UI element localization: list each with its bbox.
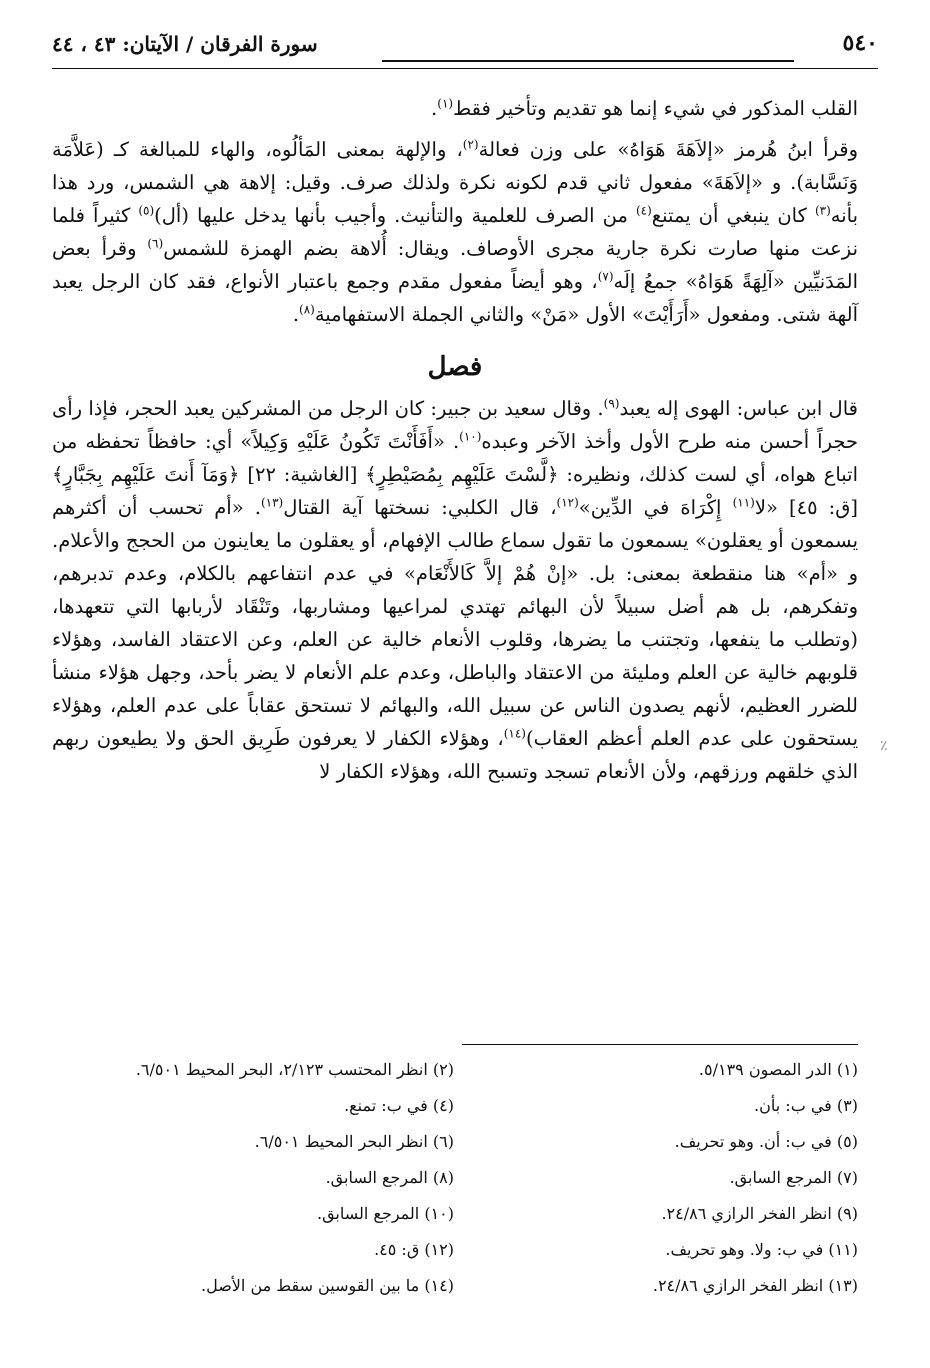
footnote: (١٤) ما بين القوسين سقط من الأصل. xyxy=(201,1276,454,1295)
footnote: (٣) في ب: بأن. xyxy=(754,1096,858,1115)
main-text xyxy=(52,92,858,788)
footnote-separator xyxy=(462,1044,858,1045)
footnotes xyxy=(110,1052,858,1304)
footnote-ref: (٦) xyxy=(147,236,164,251)
footnote-ref: (٥) xyxy=(138,203,155,218)
footnote-ref: (٨) xyxy=(299,302,315,317)
footnote: (١٣) انظر الفخر الرازي ٢٤/٨٦. xyxy=(652,1276,858,1295)
footnote-ref: (١٠) xyxy=(459,429,482,444)
running-title: سورة الفرقان / الآيتان: ٤٣ ، ٤٤ xyxy=(52,32,318,56)
header-underline xyxy=(52,68,878,69)
margin-mark: ٪ xyxy=(880,738,888,754)
footnote-ref: (١٤) xyxy=(503,726,526,741)
footnote: (٩) انظر الفخر الرازي ٢٤/٨٦. xyxy=(661,1204,858,1223)
page-number: ٥٤٠ xyxy=(842,30,878,56)
footnote-ref: (١٣) xyxy=(260,495,284,510)
footnote: (٦) انظر البحر المحيط ٦/٥٠١. xyxy=(254,1132,454,1151)
footnote: (١٢) ق: ٤٥. xyxy=(374,1240,454,1259)
footnote: (٧) المرجع السابق. xyxy=(729,1168,858,1187)
section-heading: فصل xyxy=(427,352,483,382)
footnote: (٢) انظر المحتسب ٢/١٢٣، البحر المحيط ٦/٥٠١. xyxy=(135,1060,454,1079)
footnote: (٥) في ب: أن. وهو تحريف. xyxy=(674,1132,858,1151)
footnote: (٤) في ب: تمنع. xyxy=(344,1096,454,1115)
footnote: (٨) المرجع السابق. xyxy=(325,1168,454,1187)
footnote: (١) الدر المصون ٥/١٣٩. xyxy=(698,1060,858,1079)
footnote-ref: (١) xyxy=(437,96,454,111)
footnote-ref: (٧) xyxy=(597,269,614,284)
paragraph: قال ابن عباس: الهوى إله يعبد$^{(٩)}$. وقال سعيد بن جبير: كان الرجل من المشركين يعبد الحجر، فإذا رأى حجراً أحسن منه طرح الأول وأخذ الآخر وعبده$^{(١٠)}$. «أَفَأَنْتَ تَكُونُ عَلَيْهِ وَكِيلاً» أي: حافظاً تحفظه من اتباع هواه، أي لست كذلك، ونظيره: ﴿لَّسْتَ عَلَيْهِم بِمُصَيْطِرٍ﴾ [الغاشية: ٢٢] ﴿وَمَآ أَنتَ عَلَيْهِم بِجَبَّارٍ﴾ [ق: ٤٥] «لا$^{(١١)}$ إِكْرَاهَ في الدِّين»$^{(١٢)}$، قال الكلبي: نسختها آية القتال$^{(١٣)}$. «أم تحسب أن أكثرهم يسمعون أو يعقلون» يسمعون ما تقول سماع طالب الإفهام، أو يعقلون ما يعاينون من الحجج والأعلام. و «أم» هنا منقطعة بمعنى: بل. «إنْ هُمْ إلاَّ كَالأَنْعَام» في عدم انتفاعهم بالكلام، وعدم تدبرهم، وتفكرهم، بل هم أضل سبيلاً لأن البهائم تهتدي لمراعيها ومشاربها، وتَنْقَاد لأربابها التي تتعهدها، (وتطلب ما ينفعها، وتجتنب ما يضرها، وقلوب الأنعام خالية عن العلم، وعن الاعتقاد الفاسد، وهؤلاء قلوبهم خالية عن العلم ومليئة من الاعتقاد والباطل، وعدم علم الأنعام لا يضر بأحد، وجهل هؤلاء منشأ للضرر العظيم، لأنهم يصدون الناس عن سبيل الله، والبهائم لا تستحق عقاباً على عدم العلم، وهؤلاء يستحقون على عدم العلم أعظم العقاب)$^{(١٤)}$، وهؤلاء الكفار لا يعرفون طَرِيق الحق ولا يطيعون ربهم الذي خلقهم ورزقهم، ولأن الأنعام تسجد وتسبح الله، وهؤلاء الكفار لا xyxy=(52,396,858,783)
footnote: (١٠) المرجع السابق. xyxy=(316,1204,454,1223)
page-header xyxy=(52,30,878,70)
header-rule xyxy=(382,60,794,62)
footnote-ref: (٣) xyxy=(814,203,831,218)
paragraph: وقرأ ابنُ هُرمز «إلاَهَةَ هَوَاهُ» على وزن فعالة$^{(٢)}$، والإلهة بمعنى المَألُوه، والهاء للمبالغة كـ (عَلاَّمَة وَنَسَّابة). و «إلاَهَةَ» مفعول ثاني قدم لكونه نكرة ولذلك صرف. وقيل: إلاهة هي الشمس، ورد هذا بأنه$^{(٣)}$ كان ينبغي أن يمتنع$^{(٤)}$ من الصرف للعلمية والتأنيث. وأجيب بأنها يدخل عليها (أل)$^{(٥)}$ كثيراً فلما نزعت منها صارت نكرة جارية مجرى الأوصاف. ويقال: أُلاهة بضم الهمزة للشمس$^{(٦)}$ وقرأ بعض المَدَنيِّين «آلِهَةً هَوَاهُ» جمعُ إلَه$^{(٧)}$، وهو أيضاً مفعول مقدم وجمع باعتبار الأنواع، فقد كان الرجل يعبد آلهة شتى. ومفعول «أَرَأَيْتَ» الأول «مَنْ» والثاني الجملة الاستفهامية$^{(٨)}$. xyxy=(52,137,859,326)
footnote-ref: (١٢) xyxy=(556,495,579,510)
footnote-ref: (٩) xyxy=(603,396,620,411)
footnote-ref: (٢) xyxy=(462,137,479,152)
footnote: (١١) في ب: ولا. وهو تحريف. xyxy=(665,1240,858,1259)
footnote-ref: (١١) xyxy=(732,495,755,510)
paragraph: القلب المذكور في شيء إنما هو تقديم وتأخير فقط$^{(١)}$. xyxy=(431,96,858,120)
footnote-ref: (٤) xyxy=(635,203,652,218)
